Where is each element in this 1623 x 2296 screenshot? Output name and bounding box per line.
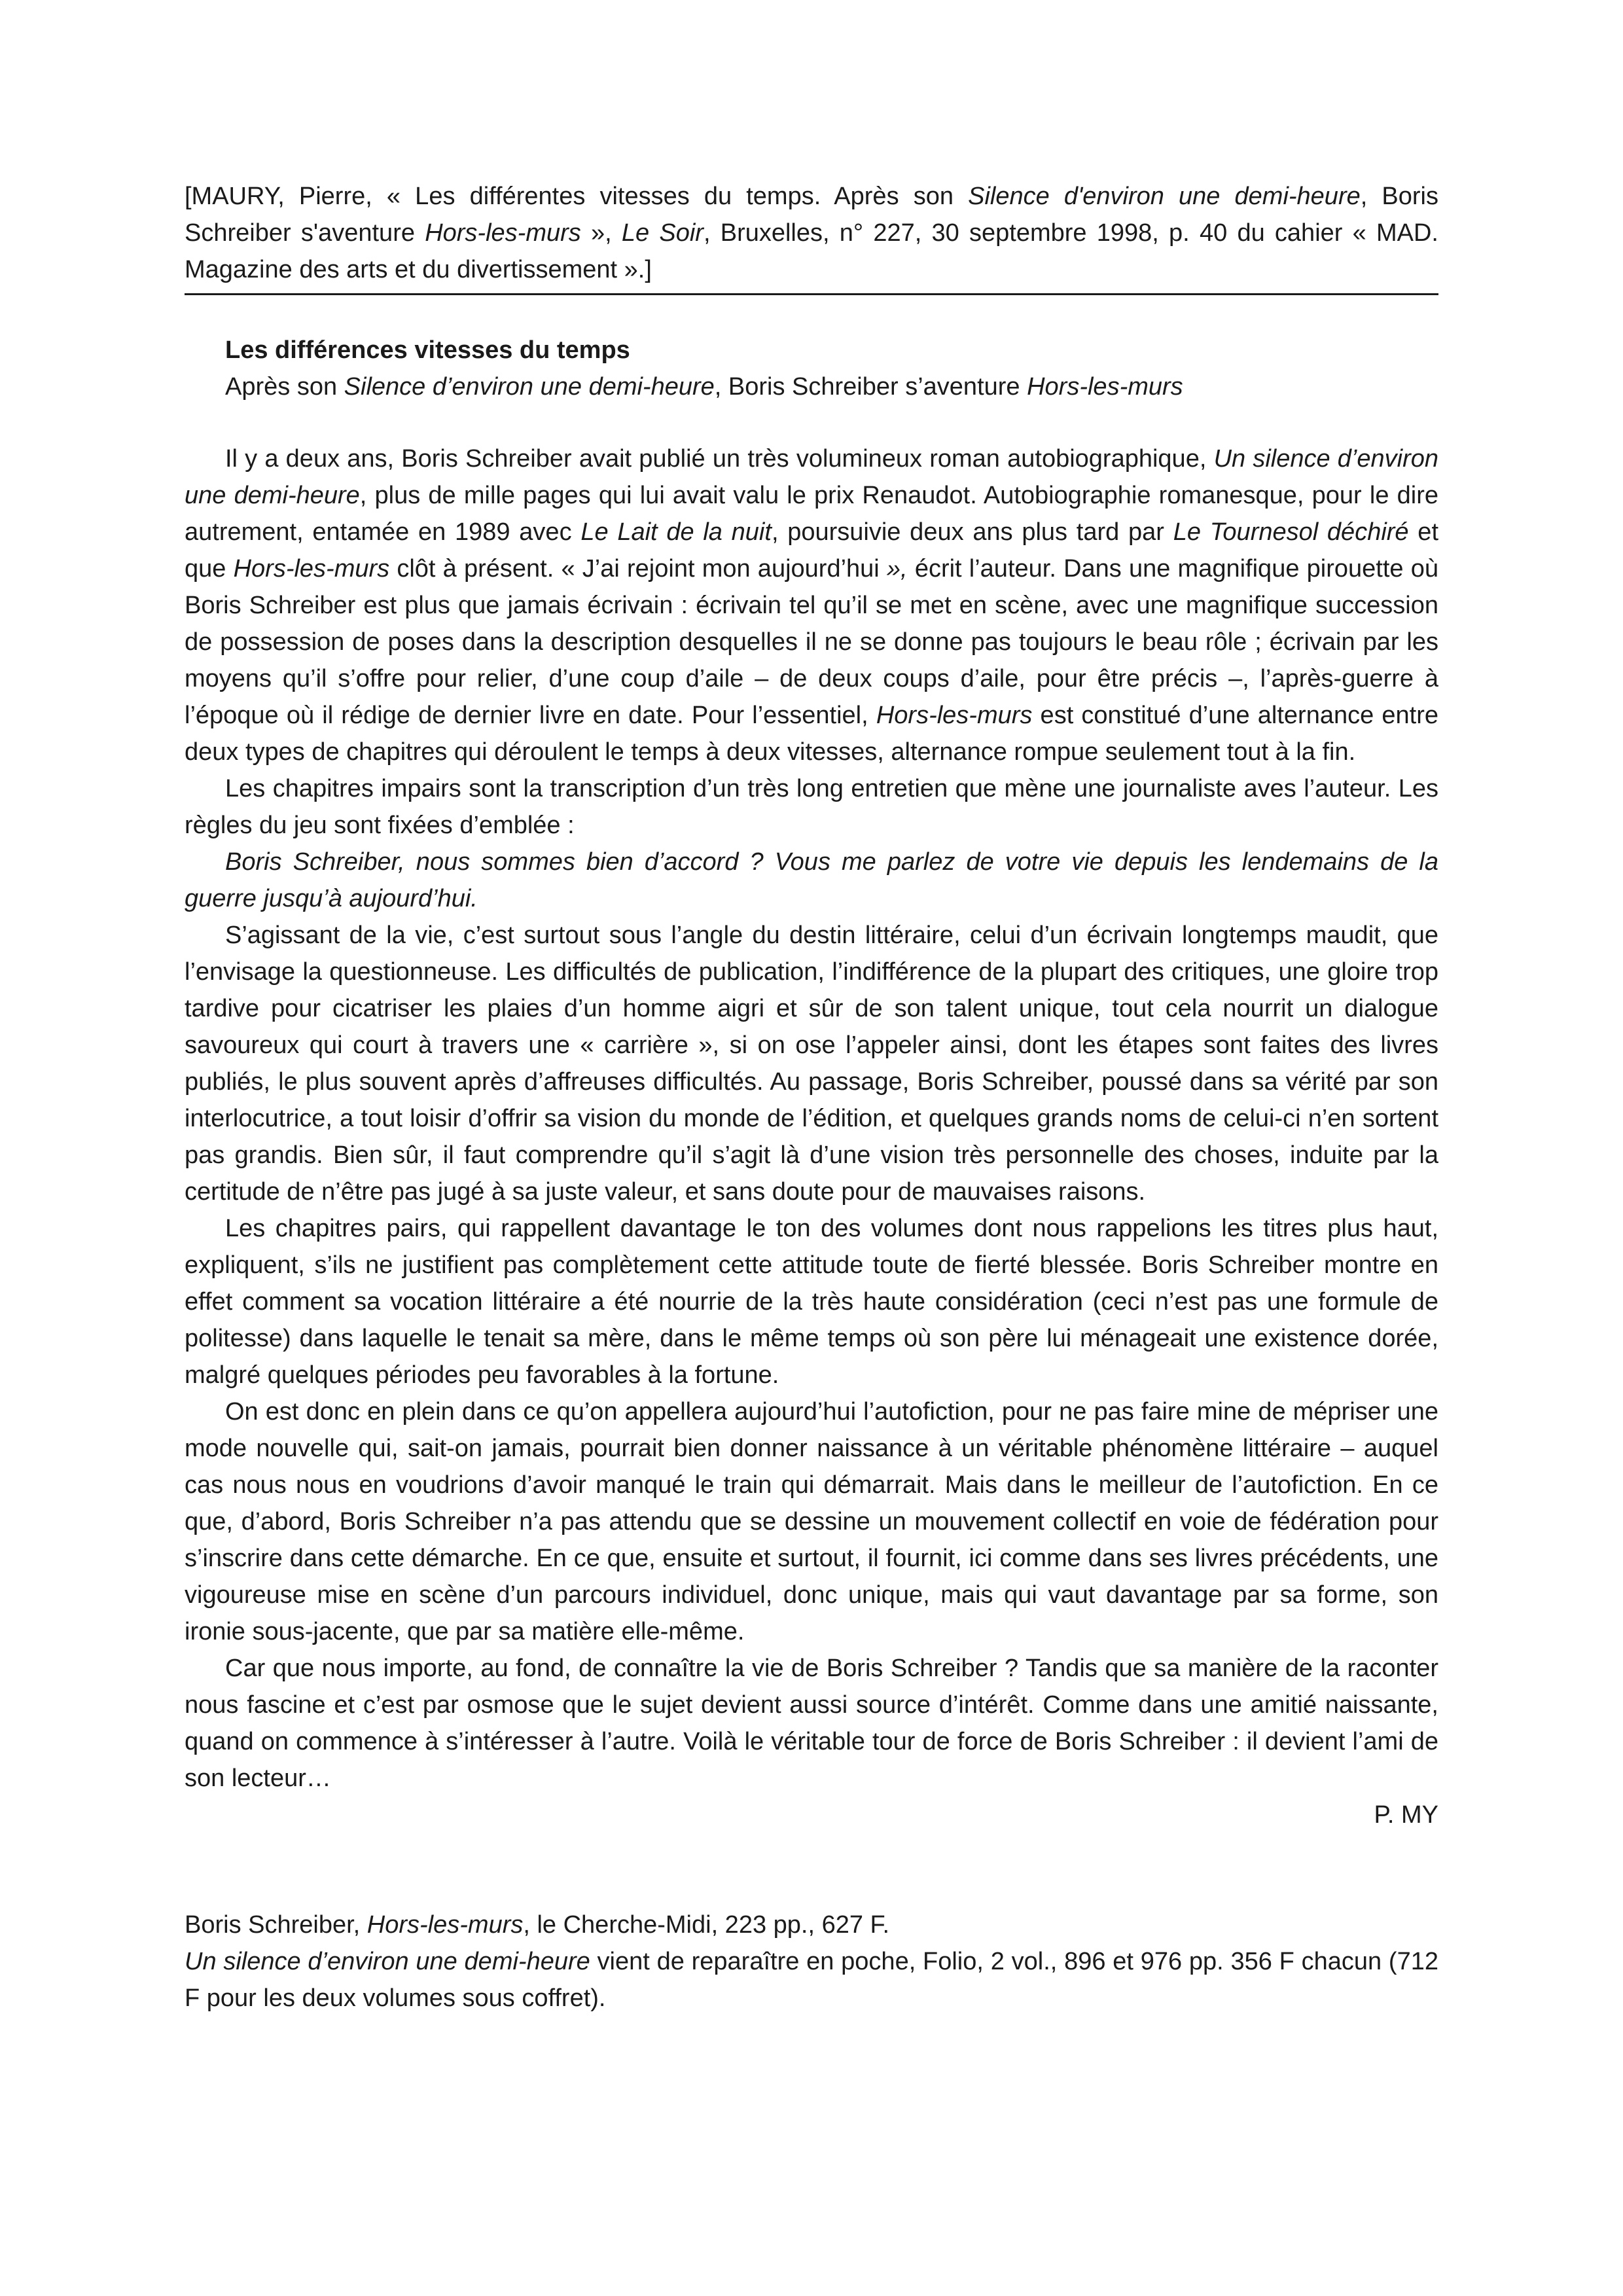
paragraph-4: S’agissant de la vie, c’est surtout sous l’angle du destin littéraire, celui d’un écrivain longtemps maudit, que l’envisage la questionneuse. Les difficultés de publication, l’indifférence de la plupart des critiques, une gloire trop tardive pour cicatriser les plaies d’un homme aigri et sûr de son talent unique, tout cela nourrit un dialogue savoureux qui court à travers une « carrière », si on ose l’appeler ainsi, dont les étapes sont faites des livres publiés, le plus souvent après d’affreuses difficultés. Au passage, Boris Schreiber, poussé dans sa vérité par son interlocutrice, a tout loisir d’offrir sa vision du monde de l’édition, et quelques grands noms de celui-ci n’en sortent pas grandis. Bien sûr, il faut comprendre qu’il s’agit là d’une vision très personnelle des choses, induite par la certitude de n’être pas jugé à sa juste valeur, et sans doute pour de mauvaises raisons.: [185, 922, 1438, 1206]
paragraph-6: On est donc en plein dans ce qu’on appellera aujourd’hui l’autofiction, pour ne pas faire mine de mépriser une mode nouvelle qui, sait-on jamais, pourrait bien donner naissance à un véritable phénomène littéraire – auquel cas nous nous en voudrions d’avoir manqué le train qui démarrait. Mais dans le meilleur de l’autofiction. En ce que, d’abord, Boris Schreiber n’a pas attendu que se dessine un mouvement collectif en voie de fédération pour s’inscrire dans cette démarche. En ce que, ensuite et surtout, il fournit, ici comme dans ses livres précédents, une vigoureuse mise en scène d’un parcours individuel, donc unique, mais qui vaut davantage par sa forme, son ironie sous-jacente, que par sa matière elle-même.: [185, 1398, 1438, 1645]
article-subtitle: Après son Silence d’environ une demi-heure, Boris Schreiber s’aventure Hors-les-murs: [225, 373, 1183, 401]
article-body: [185, 440, 1438, 1833]
author-signature: P. MY: [1374, 1801, 1438, 1829]
paragraph-5: Les chapitres pairs, qui rappellent davantage le ton des volumes dont nous rappelions les titres plus haut, expliquent, s’ils ne justifient pas complètement cette attitude toute de fierté blessée. Boris Schreiber montre en effet comment sa vocation littéraire a été nourrie de la très haute considération (ceci n’est pas une formule de politesse) dans laquelle le tenait sa mère, dans le même temps où son père lui ménageait une existence dorée, malgré quelques périodes peu favorables à la fortune.: [185, 1215, 1438, 1389]
document-page: [185, 178, 1438, 2017]
article-title: Les différences vitesses du temps: [225, 336, 630, 364]
paragraph-3-quote: Boris Schreiber, nous sommes bien d’accord ? Vous me parlez de votre vie depuis les lendemains de la guerre jusqu’à aujourd’hui.: [185, 848, 1438, 912]
paragraph-1: Il y a deux ans, Boris Schreiber avait publié un très volumineux roman autobiographique, Un silence d’environ une demi-heure, plus de mille pages qui lui avait valu le prix Renaudot. Autobiographie romanesque, pour le dire autrement, entamée en 1989 avec Le Lait de la nuit, poursuivie deux ans plus tard par Le Tournesol déchiré et que Hors-les-murs clôt à présent. « J’ai rejoint mon aujourd’hui », écrit l’auteur. Dans une magnifique pirouette où Boris Schreiber est plus que jamais écrivain : écrivain tel qu’il se met en scène, avec une magnifique succession de possession de poses dans la description desquelles il ne se donne pas toujours le beau rôle ; écrivain par les moyens qu’il s’offre pour relier, d’une coup d’aile – de deux coups d’aile, pour être précis –, l’après-guerre à l’époque où il rédige de dernier livre en date. Pour l’essentiel, Hors-les-murs est constitué d’une alternance entre deux types de chapitres qui déroulent le temps à deux vitesses, alternance rompue seulement tout à la fin.: [185, 445, 1438, 766]
bibliographic-citation: [MAURY, Pierre, « Les différentes vitesses du temps. Après son Silence d'environ une demi-heure, Boris Schreiber s'aventure Hors-les-murs », Le Soir, Bruxelles, n° 227, 30 septembre 1998, p. 40 du cahier « MAD. Magazine des arts et du divertissement ».]: [185, 178, 1438, 295]
article-heading: [185, 332, 1438, 405]
book-references: [185, 1907, 1438, 2017]
paragraph-7: Car que nous importe, au fond, de connaître la vie de Boris Schreiber ? Tandis que sa manière de la raconter nous fascine et c’est par osmose que le sujet devient aussi source d’intérêt. Comme dans une amitié naissante, quand on commence à s’intéresser à l’autre. Voilà le véritable tour de force de Boris Schreiber : il devient l’ami de son lecteur…: [185, 1655, 1438, 1792]
book-reference-2: Un silence d’environ une demi-heure vient de reparaître en poche, Folio, 2 vol., 896 et 976 pp. 356 F chacun (712 F pour les deux volumes sous coffret).: [185, 1948, 1438, 2012]
book-reference-1: Boris Schreiber, Hors-les-murs, le Cherche-Midi, 223 pp., 627 F.: [185, 1911, 890, 1939]
paragraph-2: Les chapitres impairs sont la transcription d’un très long entretien que mène une journaliste aves l’auteur. Les règles du jeu sont fixées d’emblée :: [185, 775, 1438, 839]
